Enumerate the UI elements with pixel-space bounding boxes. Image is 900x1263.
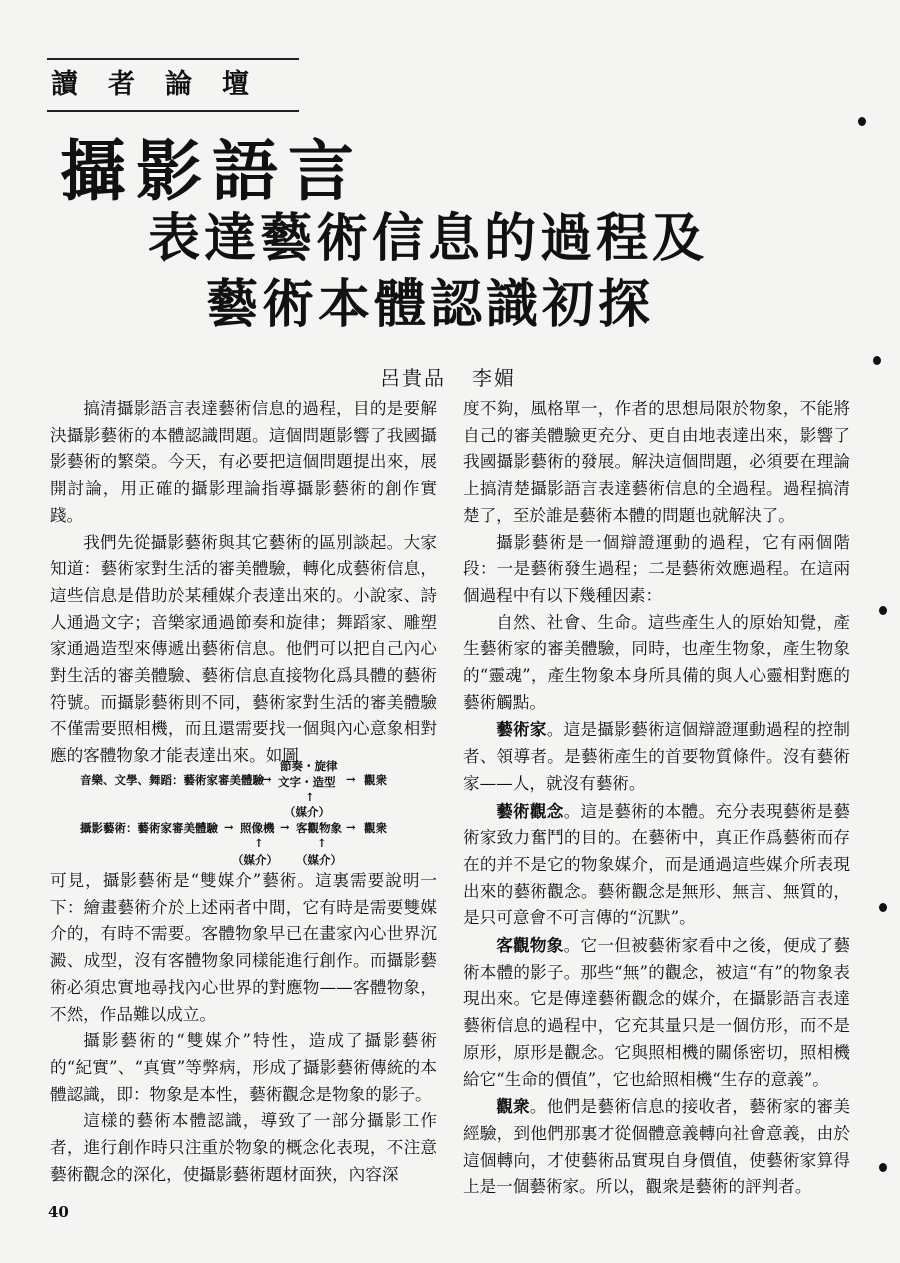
diagram-camera: 照像機 bbox=[240, 821, 275, 835]
term-artist: 藝術家 bbox=[496, 719, 547, 740]
left-column-continued bbox=[50, 868, 437, 1188]
diagram-row1-mid: 文字・造型 bbox=[278, 775, 336, 789]
arrow-up-icon: ↑ bbox=[305, 790, 315, 804]
author-name: 呂貴品 bbox=[380, 366, 446, 390]
arrow-right-icon: → bbox=[346, 820, 356, 834]
arrow-right-icon: → bbox=[346, 772, 356, 786]
article-subtitle-line2: 藝術本體認識初探 bbox=[206, 274, 655, 335]
scan-dot bbox=[879, 606, 887, 615]
media-diagram bbox=[80, 758, 440, 868]
column-tag: 讀者論壇 bbox=[47, 58, 299, 112]
paragraph: 搞清攝影語言表達藝術信息的過程，目的是要解決攝影藝術的本體認識問題。這個問題影響了我國攝影藝術的繁榮。今天，有必要把這個問題提出來，展開討論，用正確的攝影理論指導攝影藝術的創作實踐。 bbox=[50, 399, 437, 525]
diagram-row1-left: 音樂、文學、舞蹈：藝術家審美體驗 bbox=[80, 773, 264, 787]
term-objective-image: 客觀物象 bbox=[496, 935, 564, 956]
paragraph bbox=[463, 932, 850, 1093]
page-number: 40 bbox=[48, 1203, 69, 1221]
diagram-row2-right: 觀衆 bbox=[364, 821, 387, 835]
paragraph: 可見，攝影藝術是“雙媒介”藝術。這裏需要說明一下：繪畫藝術介於上述兩者中間，它有時是需要雙媒介的，有時不需要。客體物象早已在畫家內心世界沉澱、成型，沒有客體物象同樣能進行創作。而攝影藝術必須忠實地尋找內心世界的對應物——客體物象，不然，作品難以成立。 bbox=[50, 871, 437, 1024]
scan-dot bbox=[879, 1163, 887, 1172]
paragraph-text: 。這是藝術的本體。充分表現藝術是藝術家致力奮鬥的目的。在藝術中，真正作爲藝術而存在的并不是它的物象媒介，而是通過這些媒介所表現出來的藝術觀念。藝術觀念是無形、無言、無質的，是只可意會不可言傳的“沉默”。 bbox=[463, 801, 851, 928]
diagram-media-label: （媒介） bbox=[232, 853, 278, 867]
left-column bbox=[50, 396, 437, 770]
paragraph bbox=[463, 1093, 850, 1201]
paragraph: 度不夠，風格單一，作者的思想局限於物象，不能將自己的審美體驗更充分、更自由地表達出來，影響了我國攝影藝術的發展。解決這個問題，必須要在理論上搞清楚攝影語言表達藝術信息的全過程。過程搞清楚了，至於誰是藝術本體的問題也就解決了。 bbox=[463, 399, 850, 525]
article-title: 攝影語言 bbox=[60, 132, 364, 210]
diagram-media-label: （媒介） bbox=[284, 805, 330, 819]
arrow-right-icon: → bbox=[280, 820, 290, 834]
arrow-up-icon: ↑ bbox=[254, 836, 264, 850]
authors bbox=[380, 362, 516, 391]
paragraph bbox=[463, 798, 850, 933]
diagram-object: 客觀物象 bbox=[296, 821, 342, 835]
paragraph-text: 。它一但被藝術家看中之後，便成了藝術本體的影子。那些“無”的觀念，被這“有”的物象表現出來。它是傳達藝術觀念的媒介，在攝影語言表達藝術信息的過程中，它充其量只是一個仿形，而不是原形，原形是觀念。它與照相機的關係密切，照相機給它“生命的價值”，它也給照相機“生存的意義”。 bbox=[463, 936, 851, 1089]
diagram-row1-right: 觀衆 bbox=[364, 773, 387, 787]
paragraph: 這樣的藝術本體認識，導致了一部分攝影工作者，進行創作時只注重於物象的概念化表現，不注意藝術觀念的深化，使攝影藝術題材面狹，內容深 bbox=[50, 1111, 437, 1184]
diagram-row1-top: 節奏・旋律 bbox=[280, 759, 338, 773]
paragraph: 自然、社會、生命。這些產生人的原始知覺，產生藝術家的審美體驗，同時，也產生物象，產生物象的“靈魂”，產生物象本身所具備的與人心靈相對應的藝術觸點。 bbox=[463, 612, 850, 712]
paragraph-text: 。他們是藝術信息的接收者，藝術家的審美經驗，到他們那裏才從個體意義轉向社會意義，由於這個轉向，才使藝術品實現自身價值，使藝術家算得上是一個藝術家。所以，觀衆是藝術的評判者。 bbox=[463, 1097, 851, 1197]
arrow-up-icon: ↑ bbox=[317, 836, 327, 850]
paragraph: 攝影藝術是一個辯證運動的過程，它有兩個階段：一是藝術發生過程；二是藝術效應過程。在這兩個過程中有以下幾種因素： bbox=[463, 532, 850, 605]
diagram-media-label: （媒介） bbox=[296, 853, 342, 867]
diagram-row2-left: 攝影藝術：藝術家審美體驗 bbox=[80, 821, 218, 835]
scan-dot bbox=[873, 356, 881, 365]
arrow-right-icon: → bbox=[262, 772, 272, 786]
paragraph bbox=[463, 716, 850, 797]
arrow-right-icon: → bbox=[224, 820, 234, 834]
right-column bbox=[463, 396, 850, 1201]
article-subtitle-line1: 表達藝術信息的過程及 bbox=[148, 208, 709, 269]
paragraph-text: 。這是攝影藝術這個辯證運動過程的控制者、領導者。是藝術產生的首要物質條件。沒有藝術家——人，就沒有藝術。 bbox=[463, 720, 851, 793]
paragraph: 我們先從攝影藝術與其它藝術的區別談起。大家知道：藝術家對生活的審美體驗，轉化成藝術信息，這些信息是借助於某種媒介表達出來的。小說家、詩人通過文字；音樂家通過節奏和旋律；舞蹈家、雕塑家通過造型來傳遞出藝術信息。他們可以把自己內心對生活的審美體驗、藝術信息直接物化爲具體的藝術符號。而攝影藝術則不同，藝術家對生活的審美體驗不僅需要照相機，而且還需要找一個與內心意象相對應的客體物象才能表達出來。如圖 bbox=[50, 532, 437, 766]
term-audience: 觀衆 bbox=[496, 1096, 530, 1117]
author-name: 李媚 bbox=[472, 366, 516, 390]
scan-dot bbox=[879, 903, 887, 912]
scan-dot bbox=[858, 117, 866, 126]
term-art-concept: 藝術觀念 bbox=[496, 800, 564, 821]
paragraph: 攝影藝術的“雙媒介”特性，造成了攝影藝術的“紀實”、“真實”等弊病，形成了攝影藝術傳統的本體認識，即：物象是本性，藝術觀念是物象的影子。 bbox=[50, 1031, 437, 1104]
